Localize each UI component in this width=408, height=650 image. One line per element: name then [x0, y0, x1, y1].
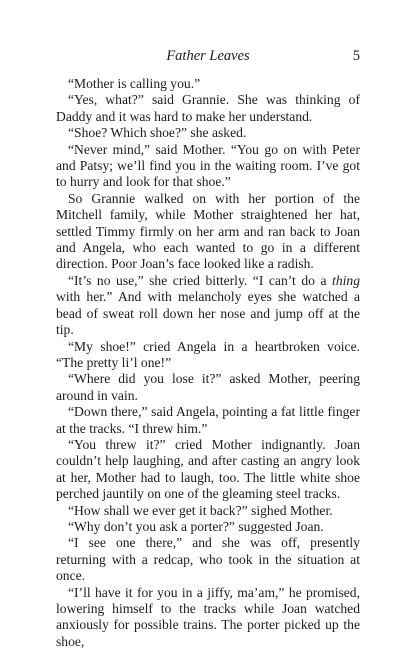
page-header — [56, 40, 360, 64]
text-run: “Never mind,” said Mother. “You go on with Peter and Patsy; we’ll find you in the waiting room. I’ve got to hurry and look for that shoe.” — [56, 141, 360, 190]
body-text — [56, 76, 360, 650]
book-page — [56, 40, 360, 650]
paragraph — [56, 142, 360, 191]
text-run: “Yes, what?” said Grannie. She was thinking of Daddy and it was hard to make her understand. — [56, 92, 360, 124]
text-run: “Mother is calling you.” — [68, 76, 201, 91]
text-run: “It’s no use,” she cried bitterly. “I can’t do a — [68, 272, 333, 288]
paragraph — [56, 519, 360, 535]
paragraph — [56, 585, 360, 650]
paragraph — [56, 404, 360, 437]
paragraph — [56, 125, 360, 141]
text-run: “Shoe? Which shoe?” she asked. — [68, 125, 247, 141]
paragraph — [56, 191, 360, 273]
paragraph — [56, 339, 360, 372]
text-run: with her.” And with melancholy eyes she watched a bead of sweat roll down her nose and jump off at the tip. — [56, 289, 360, 338]
paragraph — [56, 273, 360, 339]
text-run: So Grannie walked on with her portion of the Mitchell family, while Mother straightened her hat, settled Timmy firmly on her arm and ran back to Joan and Angela, who each wanted to go in a different direction. Poor Joan’s face looked like a radish. — [56, 190, 360, 272]
running-head: Father Leaves — [166, 48, 250, 64]
text-run: “How shall we ever get it back?” sighed Mother. — [68, 502, 333, 518]
paragraph — [56, 371, 360, 404]
text-run: “You threw it?” cried Mother indignantly. Joan couldn’t help laughing, and after casting an angry look at her, Mother had to laugh, too. The little white shoe perched jauntily on one of the gleaming steel tracks. — [56, 436, 360, 502]
text-run: “Why don’t you ask a porter?” suggested Joan. — [68, 518, 324, 534]
text-run: “I see one there,” and she was off, presently returning with a redcap, who took in the situation at once. — [56, 535, 360, 584]
text-run: “Where did you lose it?” asked Mother, peering around in vain. — [56, 371, 360, 403]
paragraph — [56, 76, 360, 92]
text-run: “My shoe!” cried Angela in a heartbroken voice. “The pretty li’l one!” — [56, 338, 360, 370]
paragraph — [56, 535, 360, 584]
text-run: “I’ll have it for you in a jiffy, ma’am,” he promised, lowering himself to the tracks while Joan watched anxiously for possible trains. The porter picked up the shoe, — [56, 584, 360, 649]
page-number: 5 — [352, 48, 360, 64]
text-run: “Down there,” said Angela, pointing a fat little finger at the tracks. “I threw him.” — [56, 404, 360, 436]
paragraph — [56, 503, 360, 519]
paragraph — [56, 92, 360, 125]
paragraph — [56, 437, 360, 503]
italic-text: thing — [332, 272, 360, 288]
